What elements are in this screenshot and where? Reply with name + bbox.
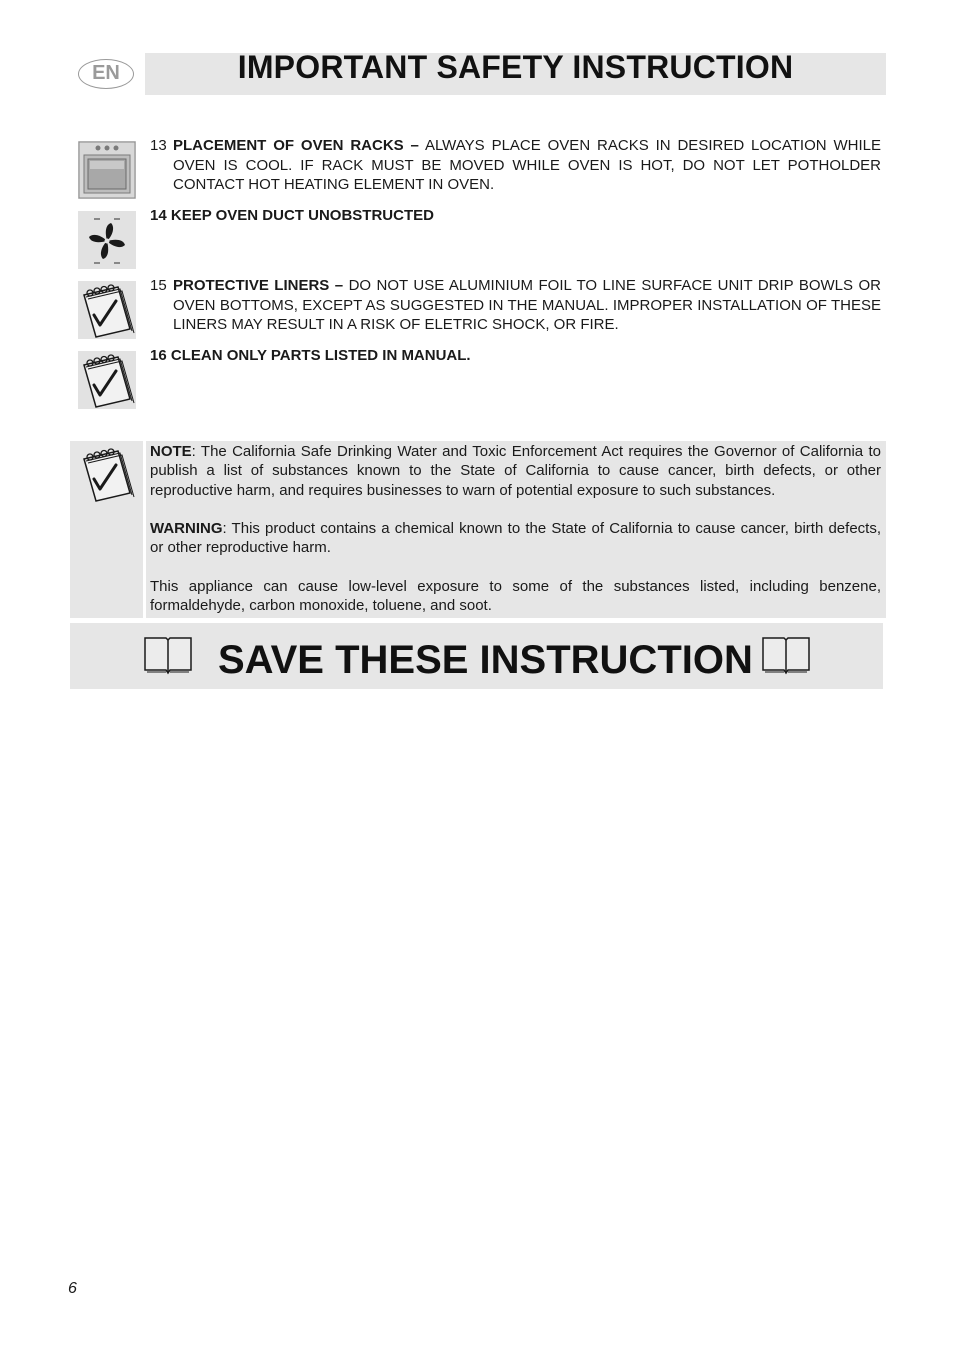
open-book-icon	[760, 634, 812, 676]
item-heading: PLACEMENT OF OVEN RACKS –	[173, 137, 419, 154]
warning-label: WARNING	[150, 520, 223, 537]
page-number: 6	[68, 1280, 77, 1297]
item-text: DO NOT USE ALUMINIUM FOIL TO LINE SURFACE UNIT DRIP BOWLS OR OVEN BOTTOMS, EXCEPT AS SUGGESTED IN THE MANUAL. IMPROPER INSTALLATION OF THESE LINERS MAY RESULT IN A RISK OF ELETRIC SHOCK, OR FIRE.	[173, 277, 881, 333]
save-instructions-banner	[70, 623, 883, 689]
page-title-bar	[145, 49, 886, 95]
list-item	[150, 136, 881, 195]
item-heading: KEEP OVEN DUCT UNOBSTRUCTED	[170, 207, 434, 224]
note-paragraph	[150, 442, 881, 500]
fan-icon	[78, 211, 136, 269]
note-icon-panel	[70, 441, 143, 618]
note-text: : The California Safe Drinking Water and Toxic Enforcement Act requires the Governor of California to publish a list of substances known to the State of California to cause cancer, birth defects, or other reproductive harm, and requires businesses to warn of potential exposure to such substances.	[150, 443, 881, 499]
list-item	[150, 276, 881, 335]
item-heading: CLEAN ONLY PARTS LISTED IN MANUAL.	[170, 347, 471, 364]
warning-text: : This product contains a chemical known to the State of California to cause cancer, birth defects, or other reproductive harm.	[150, 520, 881, 557]
item-number: 14	[150, 207, 167, 224]
list-item	[150, 346, 881, 366]
notepad-check-icon	[78, 281, 136, 339]
page-title: IMPORTANT SAFETY INSTRUCTION	[237, 49, 794, 85]
california-notice-box	[146, 441, 886, 618]
exposure-paragraph: This appliance can cause low-level exposure to some of the substances listed, including benzene, formaldehyde, carbon monoxide, toluene, and soot.	[150, 578, 881, 615]
save-instructions-title: SAVE THESE INSTRUCTION	[218, 638, 753, 682]
language-badge: EN	[78, 59, 134, 89]
oven-icon	[78, 141, 136, 199]
notepad-check-icon	[78, 445, 136, 503]
item-number: 15	[150, 277, 167, 294]
item-heading: PROTECTIVE LINERS –	[173, 277, 344, 294]
item-number: 13	[150, 137, 167, 154]
open-book-icon	[142, 634, 194, 676]
item-number: 16	[150, 347, 167, 364]
item-text: ALWAYS PLACE OVEN RACKS IN DESIRED LOCATION WHILE OVEN IS COOL. IF RACK MUST BE MOVED WHILE OVEN IS HOT, DO NOT LET POTHOLDER CONTACT HOT HEATING ELEMENT IN OVEN.	[173, 137, 881, 193]
notepad-check-icon	[78, 351, 136, 409]
note-label: NOTE	[150, 443, 192, 460]
list-item	[150, 206, 881, 226]
warning-paragraph	[150, 519, 881, 558]
